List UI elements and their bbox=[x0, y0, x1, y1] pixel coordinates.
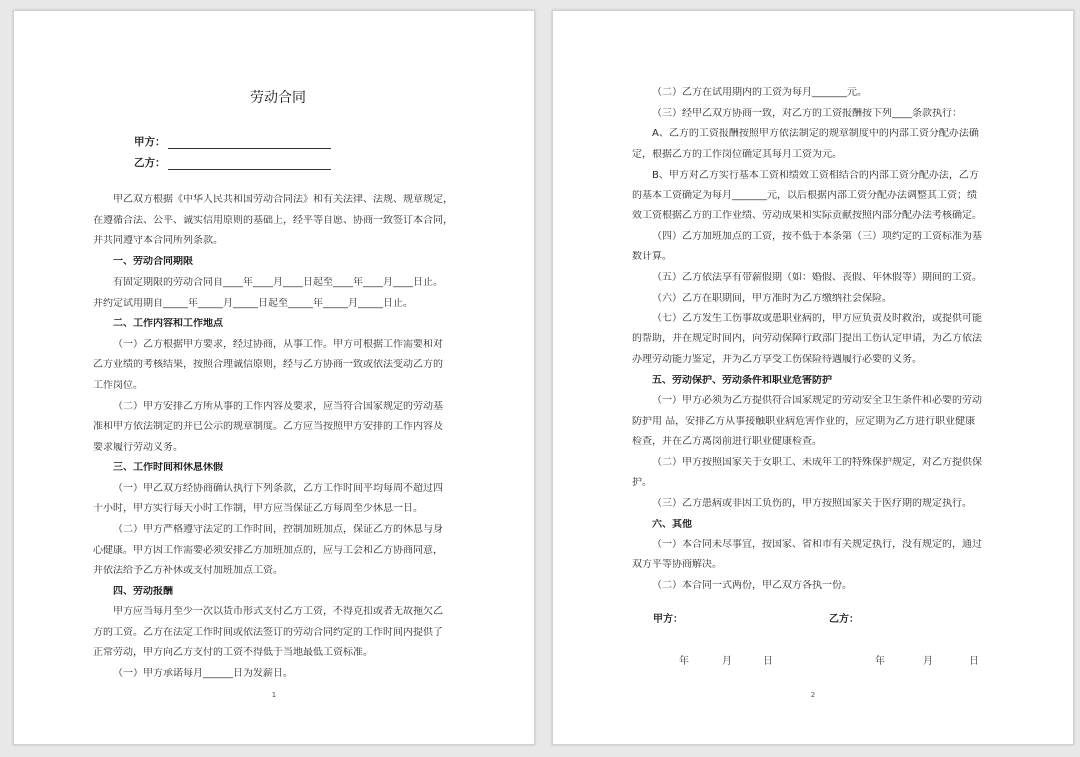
page-1-text-line: 甲乙双方根据《中华人民共和国劳动合同法》和有关法律、法规、规章规定， bbox=[113, 194, 453, 205]
document-title: 劳动合同 bbox=[250, 90, 306, 106]
page-1-text-line: 有固定期限的劳动合同自____年____月____日起至____年____月____日止。 bbox=[113, 277, 443, 288]
page-2-text-line: （四）乙方加班加点的工资，按不低于本条第（三）项约定的工资标准为基 bbox=[652, 231, 982, 242]
page-2-text-line: 的帮助，并在规定时间内，向劳动保障行政部门提出工伤认定申请，为乙方依法 bbox=[632, 333, 982, 344]
page-1-text-line: 要求履行劳动义务。 bbox=[93, 442, 183, 453]
document-page-1 bbox=[13, 10, 535, 745]
page-number: 1 bbox=[271, 691, 277, 699]
party-b-underline bbox=[168, 158, 331, 170]
page-2-text-line: 效工资根据乙方的工作业绩、劳动成果和实际贡献按照内部分配办法考核确定。 bbox=[632, 210, 982, 221]
page-2-text-line: 数计算。 bbox=[632, 251, 672, 262]
signature-party-a: 甲方： bbox=[653, 614, 683, 625]
page-2-section-heading: 六、其他 bbox=[652, 519, 692, 530]
page-2-text-line: 双方平等协商解决。 bbox=[632, 559, 722, 570]
page-1-text-line: 方的工资。乙方在法定工作时间或依法签订的劳动合同约定的工作时间内提供了 bbox=[93, 627, 443, 638]
date-b-year: 年 bbox=[875, 656, 885, 667]
page-1-text-line: 正常劳动，甲方向乙方支付的工资不得低于当地最低工资标准。 bbox=[93, 647, 373, 658]
page-2-text-line: （二）乙方在试用期内的工资为每月_______元。 bbox=[652, 87, 867, 98]
page-number: 2 bbox=[810, 691, 816, 699]
signature-party-b: 乙方： bbox=[829, 614, 859, 625]
page-2-section-heading: 五、劳动保护、劳动条件和职业危害防护 bbox=[652, 375, 832, 386]
page-2-text-line: （六）乙方在职期间，甲方准时为乙方缴纳社会保险。 bbox=[652, 293, 892, 304]
page-2-text-line: （三）乙方患病或非因工负伤的，甲方按照国家关于医疗期的规定执行。 bbox=[652, 498, 972, 509]
party-b-field bbox=[134, 155, 331, 170]
page-2-text-line: 防护用 品，安排乙方从事接触职业病危害作业的，应定期为乙方进行职业健康 bbox=[632, 416, 976, 427]
party-a-label: 甲方： bbox=[134, 136, 166, 148]
page-1-text-line: 并共同遵守本合同所列条款。 bbox=[93, 235, 223, 246]
page-1-section-heading: 三、工作时间和休息休假 bbox=[113, 462, 223, 473]
page-2-text-line: A、乙方的工资报酬按照甲方依法制定的规章制度中的内部工资分配办法确 bbox=[652, 128, 979, 139]
page-1-text-line: （一）甲乙双方经协商确认执行下列条款，乙方工作时间平均每周不超过四 bbox=[113, 483, 443, 494]
date-b-day: 日 bbox=[969, 656, 979, 667]
page-2-text-line: （七）乙方发生工伤事故或患职业病的，甲方应负责及时救治，或提供可能 bbox=[652, 313, 982, 324]
page-1-text-line: 准和甲方依法制定的并已公示的规章制度。乙方应当按照甲方安排的工作内容及 bbox=[93, 421, 443, 432]
page-2-text-line: （一）本合同未尽事宜，按国家、省和市有关规定执行，没有规定的，通过 bbox=[652, 539, 982, 550]
page-2-text-line: （一）甲方必须为乙方提供符合国家规定的劳动安全卫生条件和必要的劳动 bbox=[652, 395, 982, 406]
page-2-text-line: 定，根据乙方的工作岗位确定其每月工资为元。 bbox=[632, 149, 842, 160]
page-2-text-line: （二）本合同一式两份，甲乙双方各执一份。 bbox=[652, 580, 852, 591]
page-1-text-line: （一）乙方根据甲方要求，经过协商，从事工作。甲方可根据工作需要和对 bbox=[113, 339, 443, 350]
page-2-text-line: 检查，并在乙方离岗前进行职业健康检查。 bbox=[632, 436, 822, 447]
page-1-text-line: 乙方业绩的考核结果，按照合理诚信原则，经与乙方协商一致或依法变动乙方的 bbox=[93, 359, 443, 370]
page-2-text-line: （五）乙方依法享有带薪假期（如：婚假、丧假、年休假等）期间的工资。 bbox=[652, 272, 982, 283]
page-1-text-line: 在遵循合法、公平、诚实信用原则的基础上，经平等自愿、协商一致签订本合同， bbox=[93, 215, 453, 226]
page-2-text-line: （二）甲方按照国家关于女职工、未成年工的特殊保护规定，对乙方提供保 bbox=[652, 457, 982, 468]
page-1-text-line: 工作岗位。 bbox=[93, 380, 143, 391]
page-1-text-line: 并约定试用期自_____年_____月_____日起至_____年_____月_____日止。 bbox=[93, 298, 413, 309]
page-2-text-line: （三）经甲乙双方协商一致，对乙方的工资报酬按下列____条款执行： bbox=[652, 108, 962, 119]
page-2-text-line: 护。 bbox=[632, 477, 652, 488]
date-a-month: 月 bbox=[722, 656, 732, 667]
page-1-text-line: 十小时，甲方实行每天小时工作制，甲方应当保证乙方每周至少休息一日。 bbox=[93, 503, 423, 514]
page-2-text-line: B、甲方对乙方实行基本工资和绩效工资相结合的内部工资分配办法，乙方 bbox=[652, 170, 979, 181]
party-a-underline bbox=[168, 137, 331, 149]
page-1-text-line: （二）甲方安排乙方所从事的工作内容及要求，应当符合国家规定的劳动基 bbox=[113, 401, 443, 412]
date-a-day: 日 bbox=[763, 656, 773, 667]
page-2-text-line: 的基本工资确定为每月_______元，以后根据内部工资分配办法调整其工资；绩 bbox=[632, 190, 977, 201]
page-1-section-heading: 一、劳动合同期限 bbox=[113, 256, 193, 267]
page-1-section-heading: 二、工作内容和工作地点 bbox=[113, 318, 223, 329]
date-b-month: 月 bbox=[923, 656, 933, 667]
page-1-section-heading: 四、劳动报酬 bbox=[113, 586, 173, 597]
page-1-text-line: （一）甲方承诺每月______日为发薪日。 bbox=[113, 668, 293, 679]
page-1-text-line: 心健康。甲方因工作需要必须安排乙方加班加点的，应与工会和乙方协商同意， bbox=[93, 545, 443, 556]
page-1-text-line: 并依法给予乙方补休或支付加班加点工资。 bbox=[93, 565, 283, 576]
party-a-field bbox=[134, 134, 331, 149]
page-2-text-line: 办理劳动能力鉴定，并为乙方享受工伤保险待遇履行必要的义务。 bbox=[632, 354, 922, 365]
document-page-2 bbox=[552, 10, 1074, 745]
date-a-year: 年 bbox=[679, 656, 689, 667]
page-1-text-line: （二）甲方严格遵守法定的工作时间，控制加班加点，保证乙方的休息与身 bbox=[113, 524, 443, 535]
party-b-label: 乙方： bbox=[134, 157, 166, 169]
page-1-text-line: 甲方应当每月至少一次以货币形式支付乙方工资，不得克扣或者无故拖欠乙 bbox=[113, 606, 443, 617]
